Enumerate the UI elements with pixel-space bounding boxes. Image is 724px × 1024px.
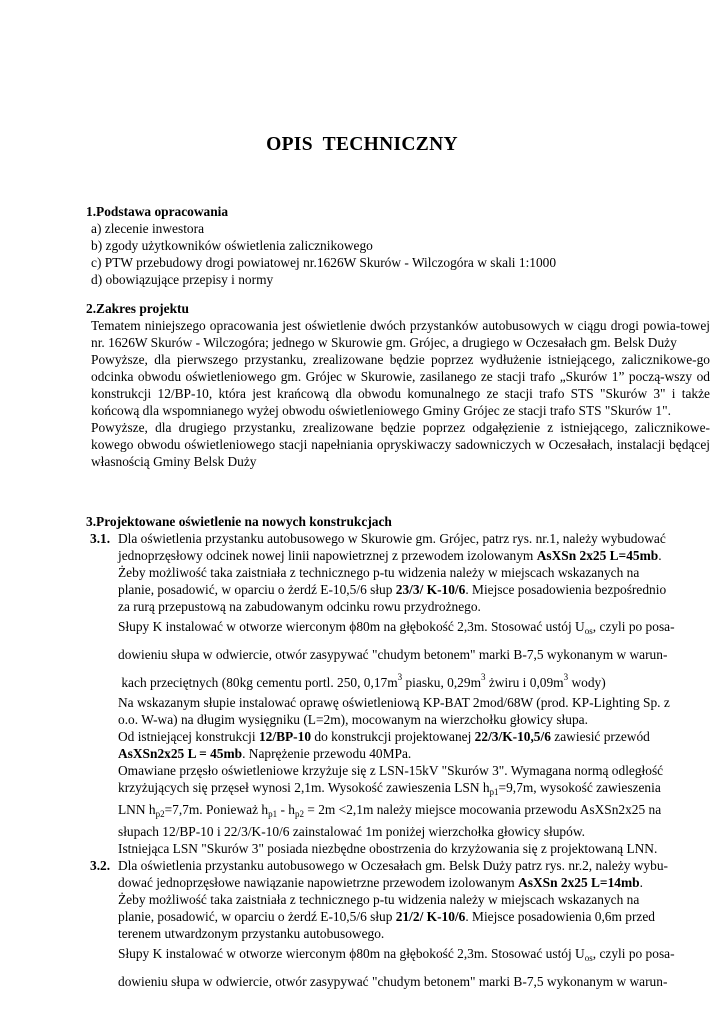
text-line: planie, posadowić, w oparciu o żerdź E-10,5/6 słup 23/3/ K-10/6. Miejsce posadowienia bezpośrednio bbox=[118, 582, 667, 597]
text-line: jednoprzęsłowy odcinek nowej linii napowietrznej z przewodem izolowanym AsXSn 2x25 L=45mb. bbox=[118, 548, 662, 563]
text-line: Na wskazanym słupie instalować oprawę oświetleniową KP-BAT 2mod/68W (prod. KP-Lighting Sp. z bbox=[118, 695, 670, 710]
text-line: LNN $h_{p2}=7,7m$. Ponieważ $h_{p1} - h_{p2} = 2m <2,1m$ należy miejsce mocowania przewodu AsXSn2x25 na bbox=[118, 802, 662, 819]
paragraph: Powyższe, dla drugiego przystanku, zrealizowane będzie poprzez odgałęzienie z istniejącego, zalicznikowe-kowego obwodu oświetleniowego stacji napełniania opryskiwaczy sadowniczych w Oczesałach, instalacji będącej własnością Gminy Belsk Duży bbox=[91, 420, 710, 469]
text-line: Słupy K instalować w otworze wierconym ϕ80m na głębokość 2,3m. Stosować ustój $U_{os}$, czyli po posa- bbox=[118, 946, 675, 963]
text-line: słupach 12/BP-10 i 22/3/K-10/6 zainstalować 1m poniżej wierzchołka głowicy słupów. bbox=[118, 824, 585, 839]
text-line: kach przeciętnych (80kg cementu portl. 250, $0,17m^3$ piasku, $0,29m^3$ żwiru i $0,09m^3$ wody) bbox=[121, 672, 606, 690]
text-line: Dla oświetlenia przystanku autobusowego w Oczesałach gm. Belsk Duży patrz rys. nr.2, należy wybu- bbox=[118, 858, 668, 873]
section-heading: 3.Projektowane oświetlenie na nowych konstrukcjach bbox=[86, 514, 392, 529]
subsection-3-1 bbox=[86, 530, 710, 857]
text-line: Od istniejącej konstrukcji 12/BP-10 do konstrukcji projektowanej 22/3/K-10,5/6 zawiesić przewód bbox=[118, 729, 650, 744]
text-line: planie, posadowić, w oparciu o żerdź E-10,5/6 słup 21/2/ K-10/6. Miejsce posadowienia 0,6m przed bbox=[118, 909, 655, 924]
list-item: b) zgody użytkowników oświetlenia zalicznikowego bbox=[91, 238, 373, 253]
section-heading: 1.Podstawa opracowania bbox=[86, 204, 229, 219]
section-projektowane bbox=[86, 513, 710, 993]
text-line: Słupy K instalować w otworze wierconym ϕ80m na głębokość 2,3m. Stosować ustój $U_{os}$, czyli po posa- bbox=[118, 619, 675, 636]
text-line: Żeby możliwość taka zaistniała z technicznego p-tu widzenia należy w miejscach wskazanych na bbox=[118, 892, 640, 907]
section-heading: 2.Zakres projektu bbox=[86, 301, 189, 316]
text-line: Żeby możliwość taka zaistniała z technicznego p-tu widzenia należy w miejscach wskazanych na bbox=[118, 565, 640, 580]
page-title: OPIS TECHNICZNY bbox=[266, 134, 458, 155]
list-item: c) PTW przebudowy drogi powiatowej nr.1626W Skurów - Wilczogóra w skali 1:1000 bbox=[91, 255, 557, 270]
text-line: terenem utwardzonym przystanku autobusowego. bbox=[118, 926, 385, 941]
list-item: d) obowiązujące przepisy i normy bbox=[91, 272, 274, 287]
paragraph: Powyższe, dla pierwszego przystanku, zrealizowane będzie poprzez wydłużenie istniejącego, zalicznikowe-go odcinka obwodu oświetleniowego gm. Grójec w Skurowie, zasilanego ze stacji trafo „Skurów 1” począ-wszy od konstrukcji 12/BP-10, która jest krańcową dla obwodu komunalnego ze stacji trafo STS "Skurów 3" i także końcową dla wspomnianego wyżej obwodu oświetleniowego Gminy Grójec ze stacji trafo STS "Skurów 1". bbox=[91, 352, 710, 418]
text-line: za rurą przepustową na zabudowanym odcinku rowu przydrożnego. bbox=[118, 599, 481, 614]
section-zakres bbox=[86, 300, 710, 470]
text-line: dowieniu słupa w odwiercie, otwór zasypywać "chudym betonem" marki B-7,5 wykonanym w warun- bbox=[118, 974, 668, 989]
section-podstawa bbox=[86, 203, 710, 288]
text-line: Omawiane przęsło oświetleniowe krzyżuje się z LSN-15kV "Skurów 3". Wymagana normą odległość bbox=[118, 763, 664, 778]
subsection-number: 3.2. bbox=[90, 858, 111, 873]
text-line: Dla oświetlenia przystanku autobusowego w Skurowie gm. Grójec, patrz rys. nr.1, należy wybudować bbox=[118, 531, 666, 546]
text-line: Istniejąca LSN "Skurów 3" posiada niezbędne obostrzenia do krzyżowania się z projektowaną LNN. bbox=[118, 841, 658, 856]
text-line: AsXSn2x25 L = 45mb. Naprężenie przewodu 40MPa. bbox=[118, 746, 412, 761]
text-line: o.o. W-wa) na długim wysięgniku (L=2m), mocowanym na wierzchołku głowicy słupa. bbox=[118, 712, 588, 727]
subsection-number: 3.1. bbox=[90, 531, 111, 546]
list-item: a) zlecenie inwestora bbox=[91, 221, 205, 236]
text-line: dowieniu słupa w odwiercie, otwór zasypywać "chudym betonem" marki B-7,5 wykonanym w warun- bbox=[118, 647, 668, 662]
text-line: krzyżujących się przęseł wynosi 2,1m. Wysokość zawieszenia LSN $h_{p1}=9,7m$, wysokość zawieszenia bbox=[118, 780, 661, 797]
paragraph: Tematem niniejszego opracowania jest oświetlenie dwóch przystanków autobusowych w ciągu drogi powia-towej nr. 1626W Skurów - Wilczogóra; jednego w Skurowie gm. Grójec, a drugiego w Oczesałach gm. Belsk Duży bbox=[91, 318, 710, 350]
subsection-3-2 bbox=[86, 857, 710, 993]
text-line: dować jednoprzęsłowe nawiązanie napowietrzne przewodem izolowanym AsXSn 2x25 L=14mb. bbox=[118, 875, 643, 890]
